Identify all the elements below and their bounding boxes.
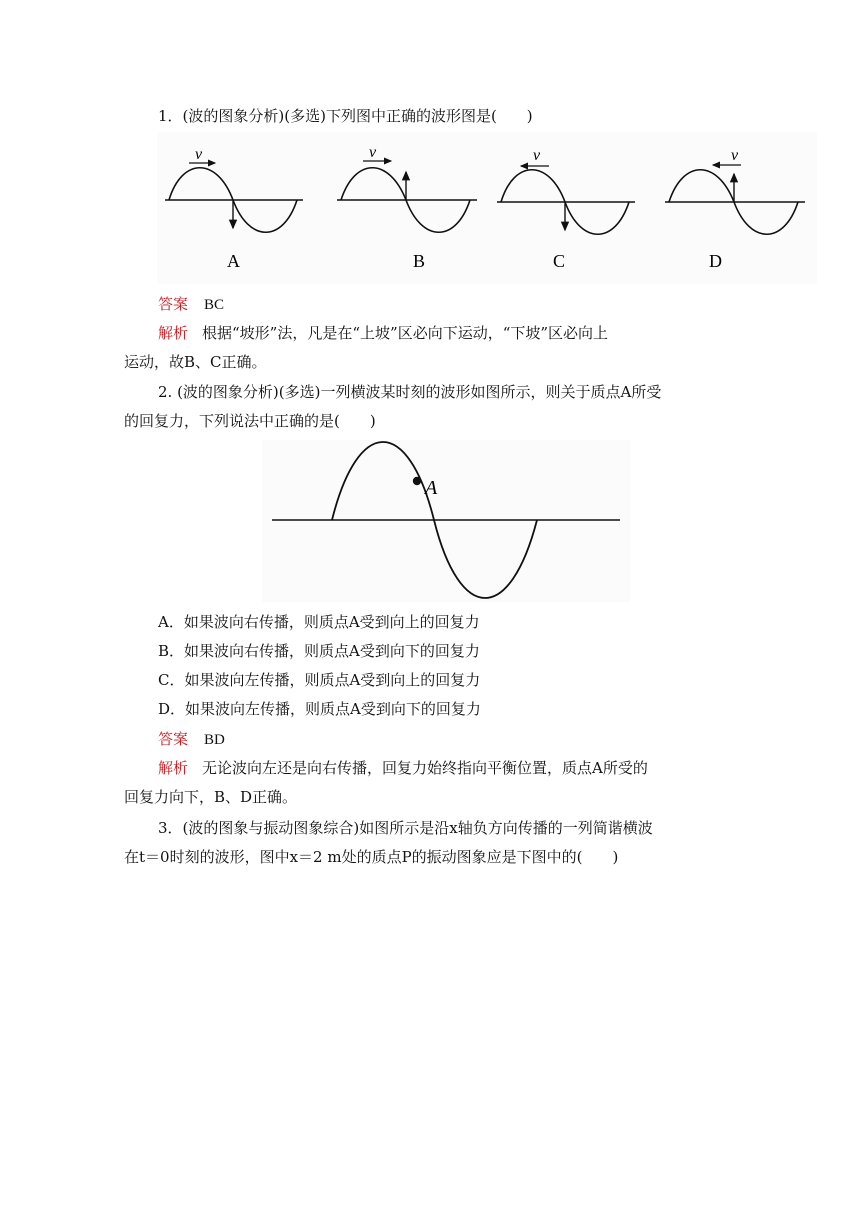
q2-answer-label: 答案	[158, 730, 189, 748]
q1-figure	[157, 132, 817, 284]
q1-wave-panels	[157, 132, 817, 284]
q2-figure	[262, 440, 630, 602]
panel-d-v: v	[731, 147, 739, 164]
q2-answer	[158, 729, 778, 750]
panel-b-v: v	[369, 144, 377, 161]
q2-analysis	[158, 758, 778, 778]
q3-line1: 3．(波的图象与振动图象综合)如图所示是沿x轴负方向传播的一列简谐横波	[158, 819, 653, 837]
q2-answer-value: BD	[204, 732, 225, 748]
q2-option-c: C．如果波向左传播，则质点A受到向上的回复力	[158, 671, 481, 689]
q2-wave	[262, 440, 630, 602]
q1-answer-value: BC	[204, 297, 225, 313]
panel-a-v: v	[195, 146, 203, 163]
q1-text: 1．(波的图象分析)(多选)下列图中正确的波形图是( )	[158, 107, 533, 125]
point-a-label: A	[425, 477, 438, 499]
panel-c-v: v	[533, 147, 541, 164]
q1-analysis-label: 解析	[158, 324, 189, 342]
q1-analysis-line2: 运动，故B、C正确。	[124, 353, 267, 371]
point-a-dot	[413, 477, 421, 485]
q2-option-b: B．如果波向右传播，则质点A受到向下的回复力	[158, 642, 480, 660]
panel-d-label: D	[709, 251, 722, 271]
panel-d	[665, 147, 805, 271]
q2-line1: 2. (波的图象分析)(多选)一列横波某时刻的波形如图所示，则关于质点A所受	[158, 383, 662, 401]
panel-a	[165, 146, 303, 271]
q2-option-d: D．如果波向左传播，则质点A受到向下的回复力	[158, 700, 481, 718]
panel-b	[337, 144, 477, 271]
q2-line2: 的回复力，下列说法中正确的是( )	[124, 412, 376, 430]
q3-line2: 在t＝0时刻的波形，图中x＝2 m处的质点P的振动图象应是下图中的( )	[124, 848, 619, 866]
panel-b-label: B	[413, 251, 426, 271]
q1-answer-label: 答案	[158, 295, 189, 313]
q2-analysis-line1: 无论波向左还是向右传播，回复力始终指向平衡位置，质点A所受的	[202, 759, 648, 777]
panel-a-label: A	[227, 251, 240, 271]
q2-analysis-label: 解析	[158, 759, 189, 777]
q2-analysis-line2: 回复力向下，B、D正确。	[124, 788, 298, 806]
q1-analysis-line1: 根据“坡形”法，凡是在“上坡”区必向下运动，“下坡”区必向上	[202, 324, 609, 342]
q1-answer	[158, 294, 778, 315]
panel-c	[497, 147, 635, 271]
q1-analysis	[158, 323, 778, 343]
panel-c-label: C	[553, 251, 566, 271]
q2-option-a: A．如果波向右传播，则质点A受到向上的回复力	[158, 613, 480, 631]
